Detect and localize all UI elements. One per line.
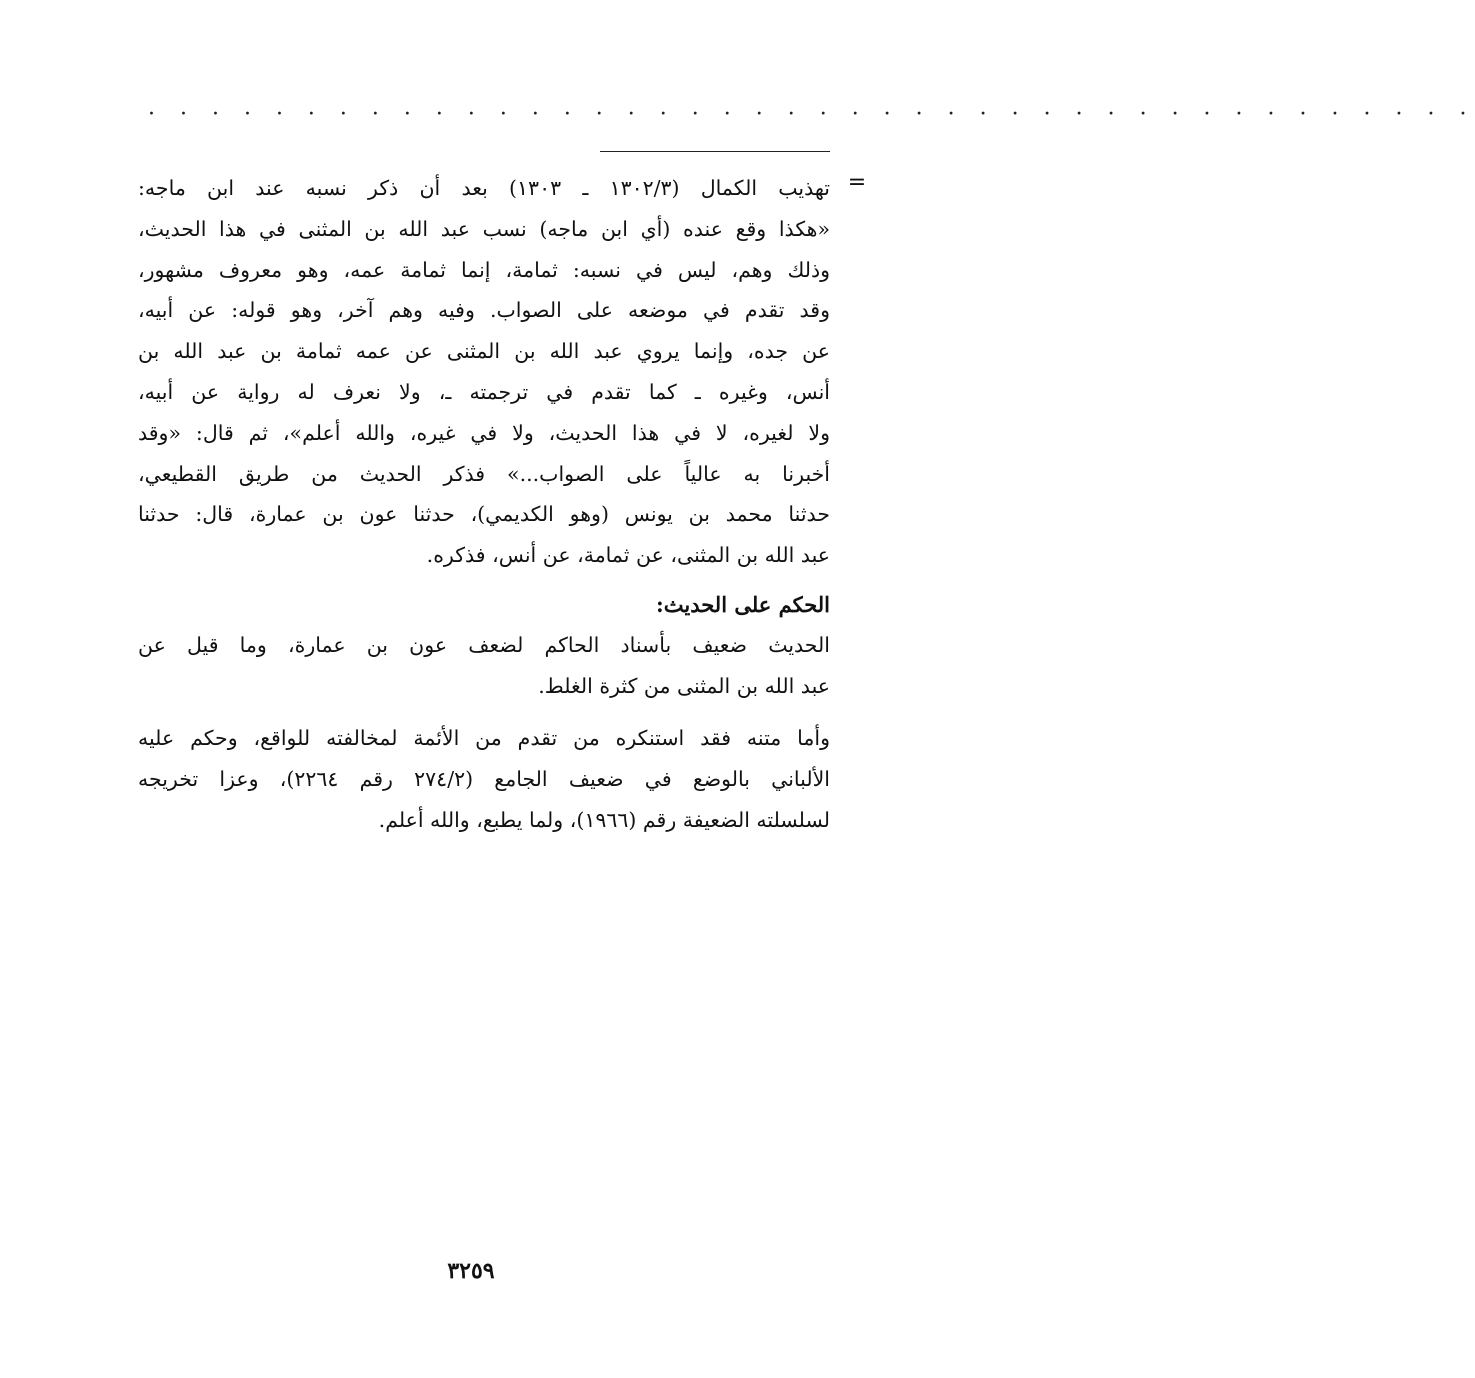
footnote-rule [600, 151, 830, 152]
footnote-line: وقد تقدم في موضعه على الصواب. وفيه وهم آخر، وهو قوله: عن أبيه، [138, 298, 830, 323]
paragraph-line: لسلسلته الضعيفة رقم (١٩٦٦)، ولما يطبع، والله أعلم. [378, 807, 830, 832]
section-heading: الحكم على الحديث: [656, 592, 830, 617]
ruling-section [138, 585, 830, 707]
footnote-block [138, 168, 830, 576]
paragraph-line: عبد الله بن المثنى من كثرة الغلط. [538, 673, 830, 698]
paragraph-line: الألباني بالوضع في ضعيف الجامع (٢٧٤/٢ رقم ٢٢٦٤)، وعزا تخريجه [138, 766, 830, 791]
footnote-continuation-mark: = [847, 170, 867, 195]
paragraph-line: وأما متنه فقد استنكره من تقدم من الأئمة لمخالفته للواقع، وحكم عليه [138, 726, 830, 750]
footnote-line: حدثنا محمد بن يونس (وهو الكديمي)، حدثنا عون بن عمارة، قال: حدثنا [138, 502, 830, 527]
footnote-line: وذلك وهم، ليس في نسبه: ثمامة، إنما ثمامة عمه، وهو معروف مشهور، [138, 257, 830, 282]
page-number: ٣٢٥٩ [447, 1258, 495, 1284]
footnote-line: «هكذا وقع عنده (أي ابن ماجه) نسب عبد الله بن المثنى في هذا الحديث، [138, 216, 830, 241]
footnote-line: عبد الله بن المثنى، عن ثمامة، عن أنس، فذكره. [426, 543, 830, 568]
ruling-paragraph-1 [138, 625, 830, 707]
footnote-line: تهذيب الكمال (١٣٠٢/٣ ـ ١٣٠٣) بعد أن ذكر نسبه عند ابن ماجه: [138, 176, 830, 200]
footnote-line: عن جده، وإنما يروي عبد الله بن المثنى عن عمه ثمامة بن عبد الله بن [138, 339, 830, 364]
footnote-line: ولا لغيره، لا في هذا الحديث، ولا في غيره، والله أعلم»، ثم قال: «وقد [138, 420, 830, 445]
paragraph-line: الحديث ضعيف بأسناد الحاكم لضعف عون بن عمارة، وما قيل عن [138, 633, 830, 657]
footnote-line: أنس، وغيره ـ كما تقدم في ترجمته ـ، ولا نعرف له رواية عن أبيه، [138, 379, 830, 404]
footnote-line: أخبرنا به عالياً على الصواب...» فذكر الحديث من طريق القطيعي، [138, 461, 830, 486]
ruling-paragraph-2 [138, 718, 830, 840]
dotted-separator: · · · · · · · · · · · · · · · · · · · · · · · · · · · · · · · · · · · · · · · · · · [148, 102, 1475, 127]
